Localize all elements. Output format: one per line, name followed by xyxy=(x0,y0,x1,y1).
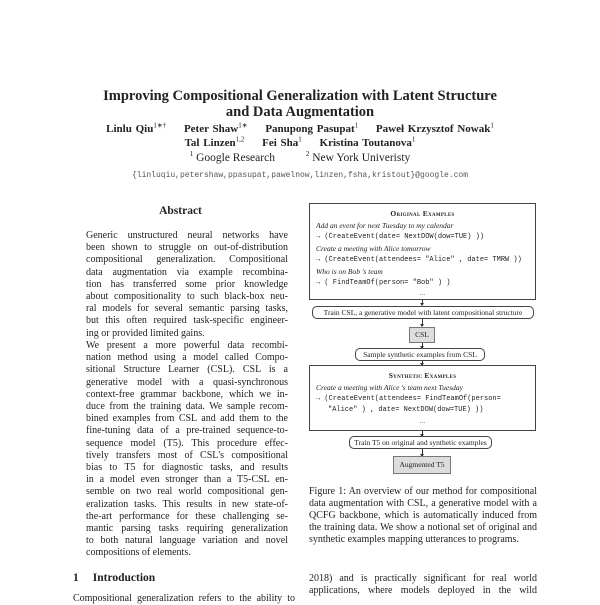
author: Kristina Toutanova$^1$ xyxy=(319,135,416,149)
caption-line: Figure 1: An overview of our method for compositional xyxy=(309,486,537,497)
caption-line: synthetic examples mapping utterances to programs. xyxy=(309,534,519,545)
example-utterance: Who is on Bob 's team xyxy=(316,267,383,276)
body-line: 2018) and is practically significant for real world xyxy=(309,573,537,584)
abstract-line: ral models for several semantic parsing tasks, xyxy=(86,303,288,315)
abstract-line: in a model even stronger than a T5-CSL en- xyxy=(86,474,288,486)
augmented-t5-box: Augmented T5 xyxy=(393,456,451,474)
abstract-line: data augmentation via example recombina- xyxy=(86,266,288,278)
arrow-icon xyxy=(422,319,423,326)
caption-line: data augmentation with CSL, a generative model with a xyxy=(309,498,537,509)
author: Panupong Pasupat$^1$ xyxy=(265,121,359,135)
author: Peter Shaw$^{1∗}$ xyxy=(183,121,248,135)
abstract-line: tion has transferred some prior knowledge xyxy=(86,278,288,290)
abstract-line: eralization tasks. This results in new state-of- xyxy=(86,498,288,510)
abstract-line: semble on two real world compositional gen- xyxy=(86,486,288,498)
title-line: and Data Augmentation xyxy=(225,104,375,120)
abstract-line: about compositionality to such black-box neu- xyxy=(86,291,288,302)
abstract-line: to both natural language variation and novel xyxy=(86,535,288,547)
author: Linlu Qiu$^{1∗\dagger}$ xyxy=(106,121,167,135)
abstract-line: the-art performance for these challenging se- xyxy=(86,510,288,522)
abstract-line: generative model with a quasi-synchronous xyxy=(86,376,288,388)
author: Tal Linzen$^{1,2}$ xyxy=(184,135,245,149)
abstract-line: compositional generalization. Compositional xyxy=(86,254,288,266)
abstract-heading: Abstract xyxy=(159,205,202,217)
train-csl-step: Train CSL, a generative model with latent compositional structure xyxy=(312,306,534,319)
abstract-line: Generic unstructured neural networks have xyxy=(86,230,288,241)
sample-step: Sample synthetic examples from CSL xyxy=(355,348,485,361)
affiliations xyxy=(0,151,600,165)
intro-line: Compositional generalization refers to the ability to xyxy=(73,593,295,604)
synthetic-examples-box xyxy=(309,365,536,431)
abstract-line: mantic parsing tasks requiring generalization xyxy=(86,523,288,534)
example-program: → ( FindTeamOf(person= "Bob" ) ) xyxy=(316,279,451,287)
author-emails: {linluqiu,petershaw,ppasupat,pawelnow,linzen,fsha,kristout}@google.com xyxy=(131,171,469,180)
abstract-line: fine-tuning data of a pre-trained sequence-to- xyxy=(86,425,288,437)
author: Paweł Krzysztof Nowak$^1$ xyxy=(375,121,494,135)
title-line: Improving Compositional Generalization with Latent Structure xyxy=(103,88,497,104)
example-utterance: Add an event for next Tuesday to my calendar xyxy=(316,221,454,230)
abstract-line: nation method using a model called Compo- xyxy=(86,352,288,364)
original-examples-box xyxy=(309,203,536,300)
ellipsis: ... xyxy=(419,289,426,297)
abstract-line: bias to T5 for diagnostic tasks, and results xyxy=(86,462,288,473)
abstract-line: compositions of elements. xyxy=(86,547,191,559)
example-utterance: Create a meeting with Alice tomorrow xyxy=(316,244,431,253)
arrow-icon xyxy=(422,449,423,456)
body-line: applications, where models deployed in the wild xyxy=(309,585,537,596)
abstract-line: ing or provided limited gains. xyxy=(86,327,205,339)
train-t5-step: Train T5 on original and synthetic examples xyxy=(349,436,492,449)
abstract-line: but this often required task-specific engineer- xyxy=(86,315,288,327)
author: Fei Sha$^1$ xyxy=(262,135,302,149)
synthetic-examples-title: Synthetic Examples xyxy=(388,371,457,380)
affiliation: $^1$ Google Research xyxy=(189,150,275,164)
caption-line: the training data. We show a notional set of original and xyxy=(309,522,537,533)
example-program: → (CreateEvent(attendees= "Alice" , date= TMRW )) xyxy=(316,256,522,264)
abstract-line: We present a more powerful data recombi- xyxy=(86,340,288,351)
paper-title xyxy=(0,88,600,120)
abstract-line: context-free grammar backbone, which we in- xyxy=(86,388,288,400)
abstract-line: tively transfers most of CSL's compositional xyxy=(86,449,288,461)
author-list xyxy=(0,122,600,150)
example-utterance: Create a meeting with Alice 's team next Tuesday xyxy=(316,383,463,392)
affiliation: $^2$ New York Univeristy xyxy=(305,150,411,164)
abstract-line: duce from the training data. We sample recom- xyxy=(86,401,288,412)
csl-model-box: CSL xyxy=(409,327,435,343)
abstract-line: sitional Structure Learner (CSL). CSL is a xyxy=(86,364,288,376)
abstract-line: bined examples from CSL and add them to the xyxy=(86,413,288,425)
abstract-line: sequence model (T5). This procedure effec- xyxy=(86,437,288,449)
abstract-line: been shown to struggle on out-of-distribution xyxy=(86,242,288,254)
arrow-icon xyxy=(422,300,423,305)
original-examples-title: Original Examples xyxy=(390,209,455,218)
caption-line: QCFG backbone, which is automatically induced from xyxy=(309,510,537,521)
intro-heading: 1 Introduction xyxy=(73,572,156,584)
ellipsis: ... xyxy=(419,417,426,425)
example-program: "Alice" ) , date= NextDOW(dow=TUE) )) xyxy=(328,406,484,414)
example-program: → (CreateEvent(date= NextDOW(dow=TUE) )) xyxy=(316,233,485,241)
example-program: → (CreateEvent(attendees= FindTeamOf(person= xyxy=(316,395,501,403)
